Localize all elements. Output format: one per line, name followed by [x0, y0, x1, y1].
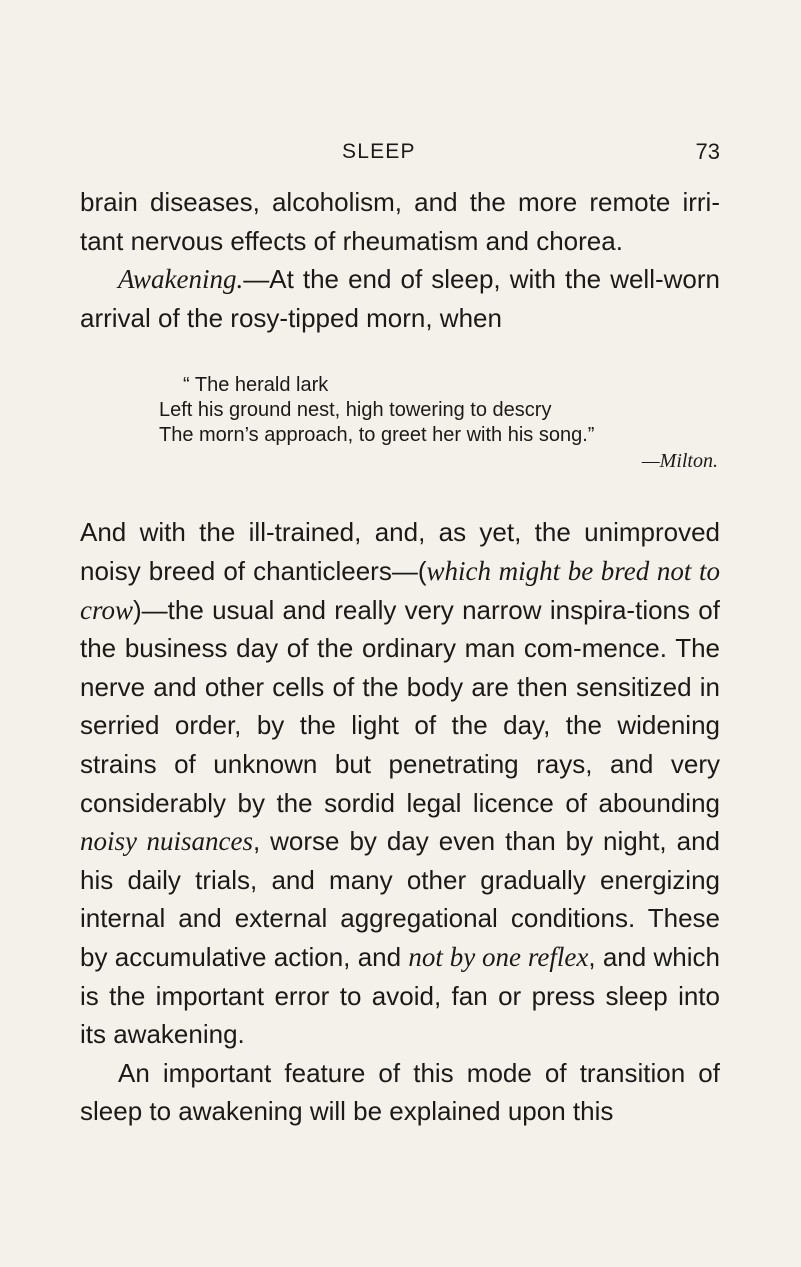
paragraph-3-italic-1: which might be bred not to crow — [80, 555, 720, 625]
page-number: 73 — [695, 139, 720, 164]
quote-line-2: Left his ground nest, high towering to descry — [159, 399, 552, 422]
running-head: SLEEP — [342, 140, 416, 163]
quote-line-1: “ The herald lark — [183, 374, 329, 397]
paragraph-1 — [80, 183, 720, 260]
paragraph-4 — [80, 1054, 720, 1131]
quote-line-3: The morn’s approach, to greet her with his song.” — [159, 424, 595, 447]
paragraph-3-text-3: , worse by day even than by night, and his daily trials, and many other gradually energizing internal and external aggregational conditions. These by accumulative action, and — [80, 826, 720, 972]
paragraph-awakening — [80, 260, 720, 337]
paragraph-awakening-text: —At the end of sleep, with the well-worn arrival of the rosy-tipped morn, when — [80, 264, 720, 333]
section-heading-awakening: Awakening. — [118, 264, 244, 295]
body-text — [80, 183, 720, 1131]
paragraph-3-text-1: And with the ill-trained, and, as yet, the unimproved noisy breed of chanticleers—( — [80, 517, 720, 586]
verse-quotation — [80, 373, 720, 475]
paragraph-3-italic-3: not by one reflex — [408, 941, 589, 972]
paragraph-3-italic-2: noisy nuisances — [80, 826, 253, 857]
paragraph-4-text: An important feature of this mode of transition of sleep to awakening will be explained upon this — [80, 1057, 720, 1127]
paragraph-3-text-2: )—the usual and really very narrow inspira-tions of the business day of the ordinary man com-mence. The nerve and other cells of the body are then sensitized in serried order, by the light of the day, the widening strains of unknown but penetrating rays, and very considerably by the sordid legal licence of abounding — [80, 594, 720, 818]
page-header — [80, 138, 720, 166]
paragraph-3-text-4: , and which is the important error to avoid, fan or press sleep into its awakening. — [80, 941, 720, 1050]
paragraph-3 — [80, 513, 720, 1053]
paragraph-1-text: brain diseases, alcoholism, and the more remote irri-tant nervous effects of rheumatism and chorea. — [80, 187, 720, 256]
quote-attribution: —Milton. — [641, 450, 718, 473]
